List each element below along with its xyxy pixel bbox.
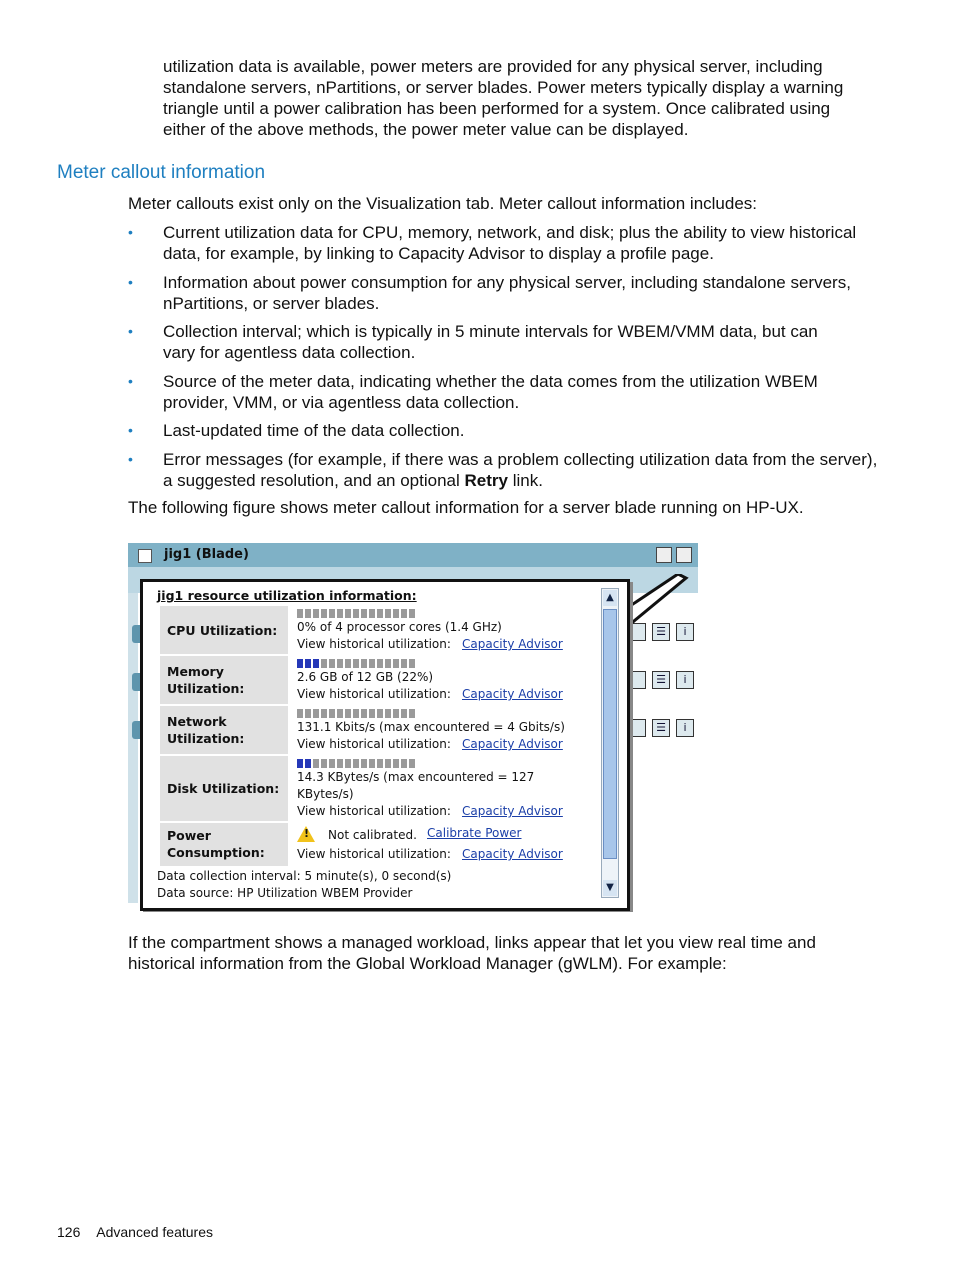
- meter-segment: [353, 709, 359, 718]
- window-icon[interactable]: [628, 719, 646, 737]
- info-icon[interactable]: i: [676, 671, 694, 689]
- bullet-text: Current utilization data for CPU, memory, network, and disk; plus the ability to view historical: [163, 223, 857, 242]
- meter-segment: [369, 709, 375, 718]
- page-footer: [57, 1223, 213, 1241]
- meter-segment: [369, 659, 375, 668]
- meter-bar: [297, 759, 415, 768]
- meter-segment: [393, 759, 399, 768]
- history-label: View historical utilization:: [297, 637, 451, 651]
- window-icon[interactable]: [628, 671, 646, 689]
- meter-segment: [361, 709, 367, 718]
- metric-label: Disk Utilization:: [167, 781, 280, 796]
- section-heading: Meter callout information: [57, 162, 266, 183]
- list-item: [128, 371, 888, 413]
- meter-segment: [361, 659, 367, 668]
- meter-segment: [345, 659, 351, 668]
- history-label: View historical utilization:: [297, 847, 451, 861]
- window-title: jig1 (Blade): [164, 547, 249, 562]
- meter-segment: [305, 709, 311, 718]
- select-checkbox[interactable]: [138, 549, 152, 563]
- list-item: [128, 222, 888, 264]
- meter-segment: [361, 759, 367, 768]
- list-item: [128, 272, 888, 314]
- meter-segment: [321, 709, 327, 718]
- history-label: View historical utilization:: [297, 687, 451, 701]
- capacity-advisor-link[interactable]: Capacity Advisor: [462, 687, 563, 701]
- callout-panel: [140, 579, 630, 911]
- metric-label-cell: [160, 656, 288, 704]
- footer-section: Advanced features: [96, 1224, 213, 1240]
- data-source: Data source: HP Utilization WBEM Provider: [157, 886, 413, 900]
- meter-segment: [321, 609, 327, 618]
- meter-segment: [385, 659, 391, 668]
- meter-segment: [337, 609, 343, 618]
- meter-segment: [393, 609, 399, 618]
- bullet-icon: •: [128, 422, 133, 438]
- meter-segment: [345, 759, 351, 768]
- meter-segment: [377, 609, 383, 618]
- intro-line: utilization data is available, power meters are provided for any physical server, including: [163, 57, 823, 76]
- meter-segment: [337, 709, 343, 718]
- meter-segment: [297, 659, 303, 668]
- metric-value: 0% of 4 processor cores (1.4 GHz): [297, 620, 502, 634]
- meter-segment: [313, 759, 319, 768]
- meter-segment: [305, 759, 311, 768]
- meter-segment: [369, 609, 375, 618]
- bullet-icon: •: [128, 372, 133, 389]
- meter-segment: [385, 609, 391, 618]
- list-item: [128, 420, 888, 441]
- meter-segment: [297, 609, 303, 618]
- list-item: [128, 321, 888, 363]
- retry-term: Retry: [464, 470, 508, 490]
- scroll-down-icon[interactable]: ▼: [603, 880, 617, 896]
- metric-label: Memory: [167, 664, 224, 679]
- meter-segment: [369, 759, 375, 768]
- metric-label: Consumption:: [167, 845, 265, 860]
- list-icon[interactable]: ☰: [652, 623, 670, 641]
- metric-label: Network: [167, 714, 227, 729]
- warning-mark: !: [304, 827, 310, 840]
- meter-segment: [305, 659, 311, 668]
- meter-segment: [321, 759, 327, 768]
- bullet-icon: •: [128, 323, 133, 339]
- bullet-icon: •: [128, 224, 133, 240]
- meter-segment: [313, 709, 319, 718]
- metric-row-disk: [160, 756, 592, 821]
- bullet-text: nPartitions, or server blades.: [163, 293, 380, 313]
- figure-intro: The following figure shows meter callout information for a server blade running on HP-UX.: [128, 498, 804, 517]
- meter-segment: [353, 659, 359, 668]
- bullet-icon: •: [128, 450, 133, 467]
- meter-segment: [377, 659, 383, 668]
- metric-label-cell: [160, 706, 288, 754]
- meter-bar: [297, 659, 415, 668]
- meter-bar: [297, 709, 415, 718]
- meter-segment: [409, 609, 415, 618]
- meter-segment: [393, 659, 399, 668]
- list-icon[interactable]: ☰: [652, 719, 670, 737]
- meter-segment: [409, 759, 415, 768]
- meter-segment: [345, 709, 351, 718]
- scroll-up-icon[interactable]: ▲: [603, 590, 617, 606]
- history-label: View historical utilization:: [297, 737, 451, 751]
- metric-value: 131.1 Kbits/s (max encountered = 4 Gbits/s): [297, 720, 565, 734]
- meter-segment: [313, 609, 319, 618]
- list-icon[interactable]: ☰: [652, 671, 670, 689]
- metric-label: Utilization:: [167, 681, 245, 696]
- closing-line: historical information from the Global Workload Manager (gWLM). For example:: [128, 954, 727, 973]
- meter-segment: [353, 609, 359, 618]
- meter-bar: [297, 609, 415, 618]
- meter-segment: [329, 659, 335, 668]
- meter-segment: [361, 609, 367, 618]
- meter-segment: [409, 659, 415, 668]
- meter-segment: [401, 709, 407, 718]
- collection-interval: Data collection interval: 5 minute(s), 0 second(s): [157, 869, 452, 883]
- intro-line: standalone servers, nPartitions, or server blades. Power meters typically display a warning: [163, 78, 844, 97]
- bullet-text: provider, VMM, or via agentless data collection.: [163, 392, 520, 412]
- lead-sentence: Meter callouts exist only on the Visualization tab. Meter callout information includes:: [128, 194, 758, 213]
- meter-segment: [329, 609, 335, 618]
- metric-label: Utilization:: [167, 731, 245, 746]
- meter-segment: [393, 709, 399, 718]
- meter-segment: [377, 709, 383, 718]
- side-tab: [132, 721, 140, 739]
- metric-row-power: [160, 823, 592, 866]
- window-titlebar: [128, 543, 698, 567]
- meter-segment: [401, 759, 407, 768]
- minimize-icon[interactable]: [656, 547, 672, 563]
- metric-value: 2.6 GB of 12 GB (22%): [297, 670, 434, 684]
- meter-segment: [353, 759, 359, 768]
- meter-segment: [321, 659, 327, 668]
- meter-segment: [401, 609, 407, 618]
- meter-segment: [329, 709, 335, 718]
- meter-segment: [409, 709, 415, 718]
- bullet-text: Collection interval; which is typically in 5 minute intervals for WBEM/VMM data, but can: [163, 322, 818, 341]
- metric-value: KBytes/s): [297, 787, 354, 801]
- meter-segment: [385, 709, 391, 718]
- list-item: [128, 449, 888, 491]
- bullet-text: a suggested resolution, and an optional: [163, 470, 465, 490]
- capacity-advisor-link[interactable]: Capacity Advisor: [462, 804, 563, 818]
- closing-line: If the compartment shows a managed workload, links appear that let you view real time and: [128, 933, 816, 952]
- meter-segment: [313, 659, 319, 668]
- meter-segment: [337, 659, 343, 668]
- meter-segment: [305, 609, 311, 618]
- callout-title: jig1 resource utilization information:: [157, 588, 417, 603]
- intro-line: triangle until a power calibration has been performed for a system. Once calibrated using: [163, 99, 831, 118]
- power-status: Not calibrated.: [328, 828, 417, 842]
- bullet-text: vary for agentless data collection.: [163, 343, 416, 362]
- metric-value: 14.3 KBytes/s (max encountered = 127: [297, 770, 535, 784]
- metric-label: Power: [167, 828, 211, 843]
- metric-label-cell: [160, 606, 288, 654]
- history-label: View historical utilization:: [297, 804, 451, 818]
- intro-line: either of the above methods, the power meter value can be displayed.: [163, 120, 689, 139]
- scroll-thumb[interactable]: [603, 609, 617, 859]
- info-icon[interactable]: i: [676, 623, 694, 641]
- capacity-advisor-link[interactable]: Capacity Advisor: [462, 847, 563, 861]
- bullet-icon: •: [128, 273, 133, 290]
- capacity-advisor-link[interactable]: Capacity Advisor: [462, 737, 563, 751]
- meter-segment: [345, 609, 351, 618]
- scrollbar[interactable]: [601, 588, 619, 898]
- bullet-text: Information about power consumption for any physical server, including standalone servers,: [163, 272, 851, 292]
- meter-segment: [377, 759, 383, 768]
- bullet-text: Last-updated time of the data collection.: [163, 421, 465, 440]
- side-tab: [132, 625, 140, 643]
- calibrate-power-link[interactable]: Calibrate Power: [427, 826, 522, 840]
- meter-segment: [297, 709, 303, 718]
- bullet-text: link.: [507, 470, 543, 490]
- meter-callout-figure: [128, 539, 706, 912]
- page-number: 126: [57, 1224, 81, 1240]
- metric-row-cpu: [160, 606, 592, 654]
- meter-segment: [401, 659, 407, 668]
- callout-pointer-icon: [618, 574, 706, 634]
- bullet-text: Error messages (for example, if there was a problem collecting utilization data from the server),: [163, 449, 878, 469]
- side-tab: [132, 673, 140, 691]
- meter-segment: [337, 759, 343, 768]
- meter-segment: [329, 759, 335, 768]
- bullet-text: data, for example, by linking to Capacity Advisor to display a profile page.: [163, 244, 714, 263]
- metric-label: CPU Utilization:: [167, 623, 278, 638]
- metric-label-cell: [160, 756, 288, 821]
- info-icon[interactable]: i: [676, 719, 694, 737]
- meter-segment: [385, 759, 391, 768]
- bullet-text: Source of the meter data, indicating whether the data comes from the utilization WBEM: [163, 371, 818, 391]
- metric-row-network: [160, 706, 592, 754]
- meter-segment: [297, 759, 303, 768]
- capacity-advisor-link[interactable]: Capacity Advisor: [462, 637, 563, 651]
- metric-label-cell: [160, 823, 288, 866]
- metric-row-memory: [160, 656, 592, 704]
- bullet-list: [128, 222, 888, 498]
- maximize-icon[interactable]: [676, 547, 692, 563]
